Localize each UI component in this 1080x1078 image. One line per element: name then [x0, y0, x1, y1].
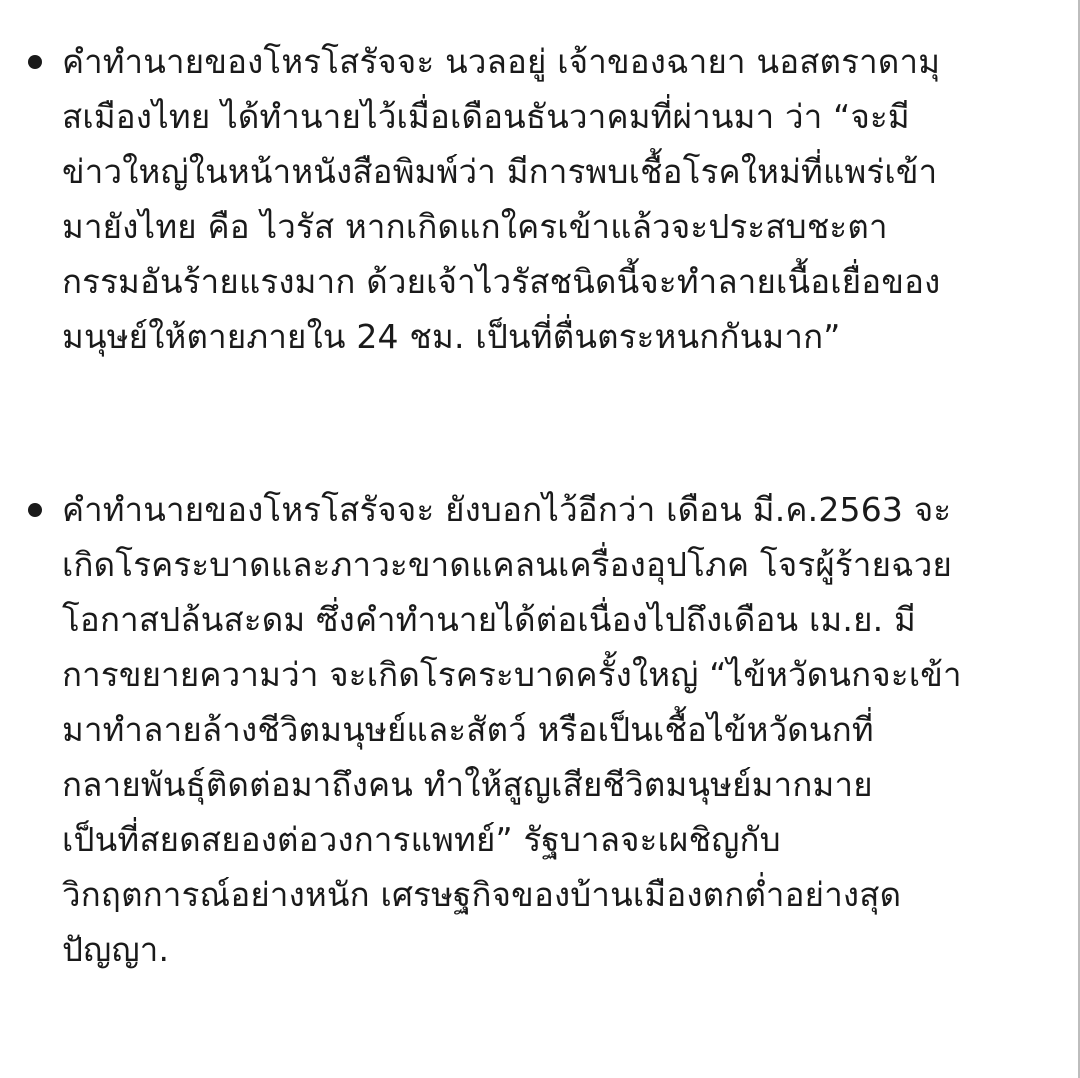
text-line: เป็นที่สยดสยองต่อวงการแพทย์” รัฐบาลจะเผชิญกับ [62, 820, 781, 859]
text-line: มนุษย์ให้ตายภายใน 24 ชม. เป็นที่ตื่นตระหนกกันมาก” [62, 317, 841, 356]
text-line: ข่าวใหญ่ในหน้าหนังสือพิมพ์ว่า มีการพบเชื้อโรคใหม่ที่แพร่เข้า [62, 152, 938, 191]
text-line: กรรมอันร้ายแรงมาก ด้วยเจ้าไวรัสชนิดนี้จะทำลายเนื้อเยื่อของ [62, 262, 941, 301]
text-line: คำทำนายของโหรโสรัจจะ นวลอยู่ เจ้าของฉายา นอสตราดามุ [62, 42, 941, 81]
text-line: มายังไทย คือ ไวรัส หากเกิดแกใครเข้าแล้วจะประสบชะตา [62, 207, 888, 246]
bullet-point-icon [28, 503, 42, 517]
text-line: เกิดโรคระบาดและภาวะขาดแคลนเครื่องอุปโภค โจรผู้ร้ายฉวย [62, 545, 953, 584]
text-line: การขยายความว่า จะเกิดโรคระบาดครั้งใหญ่ “ไข้หวัดนกจะเข้า [62, 655, 962, 694]
text-line: มาทำลายล้างชีวิตมนุษย์และสัตว์ หรือเป็นเชื้อไข้หวัดนกที่ [62, 710, 874, 749]
text-line: กลายพันธุ์ติดต่อมาถึงคน ทำให้สูญเสียชีวิตมนุษย์มากมาย [62, 765, 873, 804]
text-line: วิกฤตการณ์อย่างหนัก เศรษฐกิจของบ้านเมืองตกต่ำอย่างสุด [62, 875, 902, 914]
bullet-paragraph [62, 482, 1062, 977]
bullet-point-icon [28, 55, 42, 69]
text-line: ปัญญา. [62, 930, 170, 969]
text-line: โอกาสปล้นสะดม ซึ่งคำทำนายได้ต่อเนื่องไปถึงเดือน เม.ย. มี [62, 600, 916, 639]
text-line: สเมืองไทย ได้ทำนายไว้เมื่อเดือนธันวาคมที่ผ่านมา ว่า “จะมี [62, 97, 910, 136]
text-line: คำทำนายของโหรโสรัจจะ ยังบอกไว้อีกว่า เดือน มี.ค.2563 จะ [62, 490, 952, 529]
bullet-paragraph [62, 34, 1062, 364]
